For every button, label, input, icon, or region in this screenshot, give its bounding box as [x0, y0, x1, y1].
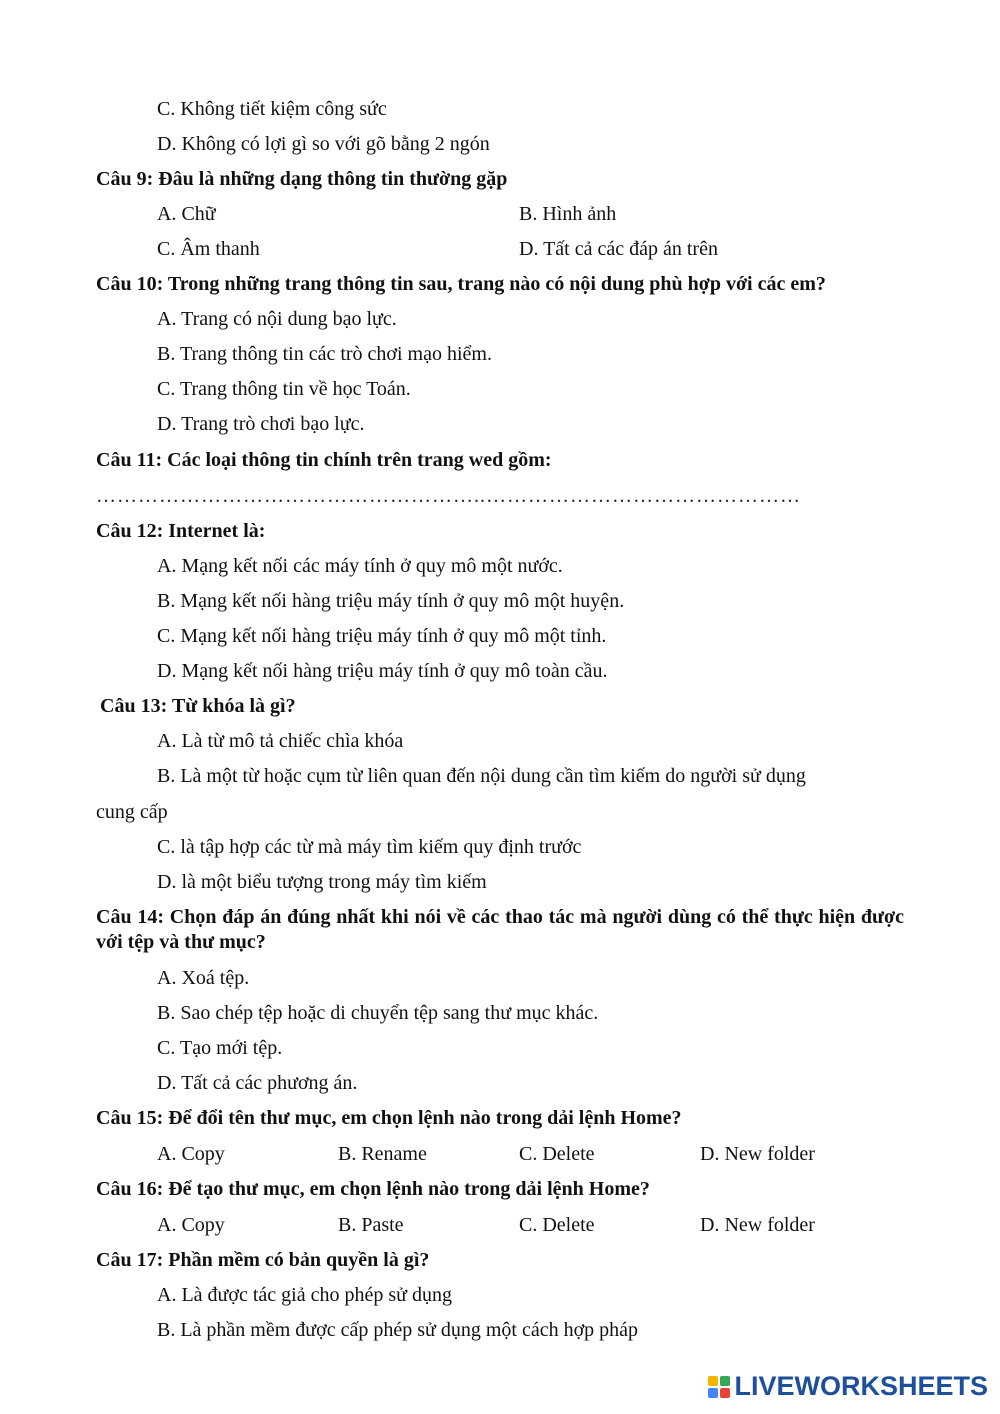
option-c-q8: C. Không tiết kiệm công sức	[157, 98, 387, 120]
q16-option-b: B. Paste	[338, 1214, 404, 1236]
question-14: Câu 14: Chọn đáp án đúng nhất khi nói về các thao tác mà người dùng có thể thực hiện được với tệp và thư mục?	[96, 906, 904, 953]
option-d-q8: D. Không có lợi gì so với gõ bằng 2 ngón	[157, 133, 490, 155]
question-13: Câu 13: Từ khóa là gì?	[100, 695, 296, 717]
q15-option-a: A. Copy	[157, 1143, 225, 1165]
liveworksheets-logo-icon	[708, 1376, 730, 1398]
liveworksheets-logo	[708, 1371, 988, 1402]
q9-option-b: B. Hình ảnh	[519, 203, 617, 225]
q13-option-b-continued: cung cấp	[96, 801, 168, 823]
q14-option-d: D. Tất cả các phương án.	[157, 1072, 358, 1094]
q9-option-d: D. Tất cả các đáp án trên	[519, 238, 718, 260]
question-16: Câu 16: Để tạo thư mục, em chọn lệnh nào trong dải lệnh Home?	[96, 1178, 650, 1200]
q13-option-d: D. là một biểu tượng trong máy tìm kiếm	[157, 871, 487, 893]
q12-option-d: D. Mạng kết nối hàng triệu máy tính ở quy mô toàn cầu.	[157, 660, 608, 682]
question-11: Câu 11: Các loại thông tin chính trên trang wed gồm:	[96, 449, 552, 471]
q14-option-c: C. Tạo mới tệp.	[157, 1037, 283, 1059]
q16-option-d: D. New folder	[700, 1214, 815, 1236]
q9-option-c: C. Âm thanh	[157, 238, 260, 260]
question-17: Câu 17: Phần mềm có bản quyền là gì?	[96, 1249, 430, 1271]
q15-option-b: B. Rename	[338, 1143, 427, 1165]
q12-option-b: B. Mạng kết nối hàng triệu máy tính ở quy mô một huyện.	[157, 590, 625, 612]
q10-option-d: D. Trang trò chơi bạo lực.	[157, 413, 365, 435]
q15-option-c: C. Delete	[519, 1143, 595, 1165]
q14-option-a: A. Xoá tệp.	[157, 967, 250, 989]
q15-option-d: D. New folder	[700, 1143, 815, 1165]
logo-square-icon	[708, 1376, 718, 1386]
liveworksheets-logo-text: LIVEWORKSHEETS	[734, 1371, 988, 1401]
question-15: Câu 15: Để đổi tên thư mục, em chọn lệnh nào trong dải lệnh Home?	[96, 1107, 682, 1129]
q16-option-c: C. Delete	[519, 1214, 595, 1236]
q10-option-c: C. Trang thông tin về học Toán.	[157, 378, 411, 400]
logo-square-icon	[720, 1376, 730, 1386]
q14-option-b: B. Sao chép tệp hoặc di chuyển tệp sang thư mục khác.	[157, 1002, 599, 1024]
q11-answer-blank[interactable]: ………………………………………………..………………………………………	[96, 485, 801, 507]
q10-option-a: A. Trang có nội dung bạo lực.	[157, 308, 397, 330]
question-9: Câu 9: Đâu là những dạng thông tin thường gặp	[96, 168, 508, 190]
q17-option-a: A. Là được tác giả cho phép sử dụng	[157, 1284, 452, 1306]
question-12: Câu 12: Internet là:	[96, 520, 266, 542]
q12-option-a: A. Mạng kết nối các máy tính ở quy mô một nước.	[157, 555, 563, 577]
logo-square-icon	[720, 1388, 730, 1398]
q17-option-b: B. Là phần mềm được cấp phép sử dụng một cách hợp pháp	[157, 1319, 639, 1341]
q13-option-a: A. Là từ mô tả chiếc chìa khóa	[157, 730, 404, 752]
q16-option-a: A. Copy	[157, 1214, 225, 1236]
q9-option-a: A. Chữ	[157, 203, 216, 225]
q13-option-b: B. Là một từ hoặc cụm từ liên quan đến nội dung cần tìm kiếm do người sử dụng	[157, 765, 806, 787]
question-10: Câu 10: Trong những trang thông tin sau, trang nào có nội dung phù hợp với các em?	[96, 273, 826, 295]
q13-option-c: C. là tập hợp các từ mà máy tìm kiếm quy định trước	[157, 836, 582, 858]
logo-square-icon	[708, 1388, 718, 1398]
q12-option-c: C. Mạng kết nối hàng triệu máy tính ở quy mô một tỉnh.	[157, 625, 607, 647]
q10-option-b: B. Trang thông tin các trò chơi mạo hiểm.	[157, 343, 492, 365]
